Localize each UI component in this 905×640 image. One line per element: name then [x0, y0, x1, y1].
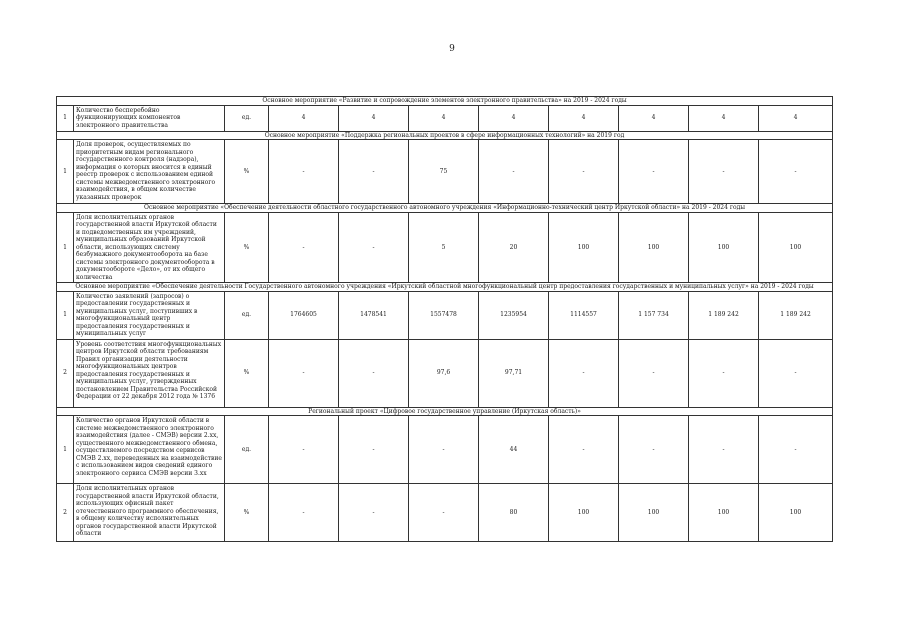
table-row	[57, 339, 833, 407]
unit-cell: %	[225, 140, 269, 204]
value-cell: -	[339, 140, 409, 204]
unit-cell: ед.	[225, 105, 269, 131]
value-cell: 4	[409, 105, 479, 131]
value-cell: 80	[479, 484, 549, 542]
section-header-row	[57, 97, 833, 106]
value-cell: 1557478	[409, 291, 479, 339]
value-cell: -	[269, 212, 339, 283]
value-cell: 1114557	[549, 291, 619, 339]
value-cell: 100	[759, 212, 833, 283]
value-cell: 4	[549, 105, 619, 131]
value-cell: -	[269, 484, 339, 542]
unit-cell: %	[225, 339, 269, 407]
row-number: 1	[57, 291, 74, 339]
value-cell: -	[619, 416, 689, 484]
unit-cell: %	[225, 484, 269, 542]
value-cell: 1478541	[339, 291, 409, 339]
value-cell: -	[339, 212, 409, 283]
value-cell: -	[689, 339, 759, 407]
indicator-name: Доля исполнительных органов государственной власти Иркутской области, использующих офисный пакет отечественного программного обеспечения, в общему количеству исполнительных органов государственной власти Иркутской области	[74, 484, 225, 542]
value-cell: 100	[549, 212, 619, 283]
value-cell: 100	[689, 484, 759, 542]
value-cell: -	[619, 339, 689, 407]
value-cell: 44	[479, 416, 549, 484]
section-title: Основное мероприятие «Обеспечение деятельности Государственного автономного учреждения «Иркутский областной многофункциональный центр предоставления государственных и муниципальных услуг» на 2019 - 2024 годы	[57, 283, 833, 292]
value-cell: -	[269, 339, 339, 407]
value-cell: 1 189 242	[689, 291, 759, 339]
row-number: 2	[57, 484, 74, 542]
value-cell: -	[549, 140, 619, 204]
unit-cell: ед.	[225, 291, 269, 339]
value-cell: -	[339, 416, 409, 484]
value-cell: 100	[549, 484, 619, 542]
row-number: 2	[57, 339, 74, 407]
value-cell: -	[409, 416, 479, 484]
section-title: Основное мероприятие «Развитие и сопровождение элементов электронного правительства» на 2019 - 2024 годы	[57, 97, 833, 106]
value-cell: 100	[619, 484, 689, 542]
value-cell: 4	[269, 105, 339, 131]
row-number: 1	[57, 212, 74, 283]
indicators-table	[56, 96, 833, 542]
value-cell: 4	[759, 105, 833, 131]
value-cell: 75	[409, 140, 479, 204]
value-cell: 20	[479, 212, 549, 283]
value-cell: 4	[339, 105, 409, 131]
value-cell: 1 157 734	[619, 291, 689, 339]
section-title: Основное мероприятие «Поддержка региональных проектов в сфере информационных технологий» на 2019 год	[57, 131, 833, 140]
value-cell: -	[759, 339, 833, 407]
table-row	[57, 140, 833, 204]
row-number: 1	[57, 416, 74, 484]
indicator-name: Количество бесперебойно функционирующих компонентов электронного правительства	[74, 105, 225, 131]
table-row	[57, 105, 833, 131]
value-cell: -	[759, 416, 833, 484]
page-number: 9	[449, 44, 455, 54]
row-number: 1	[57, 140, 74, 204]
table-body	[57, 97, 833, 542]
value-cell: 1 189 242	[759, 291, 833, 339]
indicator-name: Доля проверок, осуществляемых по приоритетным видам регионального государственного контроля (надзора), информация о которых вносится в единый реестр проверок с использованием единой системы межведомственного электронного взаимодействия, в общем количестве указанных проверок	[74, 140, 225, 204]
value-cell: 100	[619, 212, 689, 283]
table-row	[57, 291, 833, 339]
value-cell: -	[549, 339, 619, 407]
value-cell: -	[339, 339, 409, 407]
value-cell: 97,6	[409, 339, 479, 407]
value-cell: -	[339, 484, 409, 542]
indicator-name: Доля исполнительных органов государственной власти Иркутской области и подведомственных им учреждений, муниципальных образований Иркутской области, использующих систему безбумажного документооборота на базе системы электронного документооборота в документообороте «Дело», от их общего количества	[74, 212, 225, 283]
value-cell: 4	[479, 105, 549, 131]
section-header-row	[57, 283, 833, 292]
indicator-name: Количество органов Иркутской области в системе межведомственного электронного взаимодействия (далее - СМЭВ) версии 2.хх, существенного межведомственного обмена, осуществляемого посредством сервисов СМЭВ 2.хх, переведенных на взаимодействие с использованием видов сведений единого электронного сервиса СМЭВ версии 3.хх	[74, 416, 225, 484]
value-cell: -	[409, 484, 479, 542]
section-header-row	[57, 204, 833, 213]
section-title: Региональный проект «Цифровое государственное управление (Иркутская область)»	[57, 407, 833, 416]
value-cell: 4	[689, 105, 759, 131]
value-cell: -	[549, 416, 619, 484]
row-number: 1	[57, 105, 74, 131]
value-cell: 4	[619, 105, 689, 131]
section-header-row	[57, 131, 833, 140]
section-title: Основное мероприятие «Обеспечение деятельности областного государственного автономного учреждения «Информационно-технический центр Иркутской области» на 2019 - 2024 годы	[57, 204, 833, 213]
value-cell: -	[689, 416, 759, 484]
value-cell: 100	[689, 212, 759, 283]
value-cell: -	[689, 140, 759, 204]
table-row	[57, 416, 833, 484]
unit-cell: %	[225, 212, 269, 283]
value-cell: -	[759, 140, 833, 204]
value-cell: 97,71	[479, 339, 549, 407]
value-cell: -	[269, 416, 339, 484]
section-header-row	[57, 407, 833, 416]
value-cell: 100	[759, 484, 833, 542]
value-cell: 1235954	[479, 291, 549, 339]
value-cell: -	[619, 140, 689, 204]
value-cell: -	[269, 140, 339, 204]
table-row	[57, 212, 833, 283]
unit-cell: ед.	[225, 416, 269, 484]
value-cell: -	[479, 140, 549, 204]
indicator-name: Уровень соответствия многофункциональных центров Иркутской области требованиям Правил организации деятельности многофункциональных центров предоставления государственных и муниципальных услуг, утвержденных постановлением Правительства Российской Федерации от 22 декабря 2012 года № 1376	[74, 339, 225, 407]
table-row	[57, 484, 833, 542]
value-cell: 5	[409, 212, 479, 283]
value-cell: 1764605	[269, 291, 339, 339]
indicator-name: Количество заявлений (запросов) о предоставлении государственных и муниципальных услуг, поступивших в многофункциональный центр предоставления государственных и муниципальных услуг	[74, 291, 225, 339]
